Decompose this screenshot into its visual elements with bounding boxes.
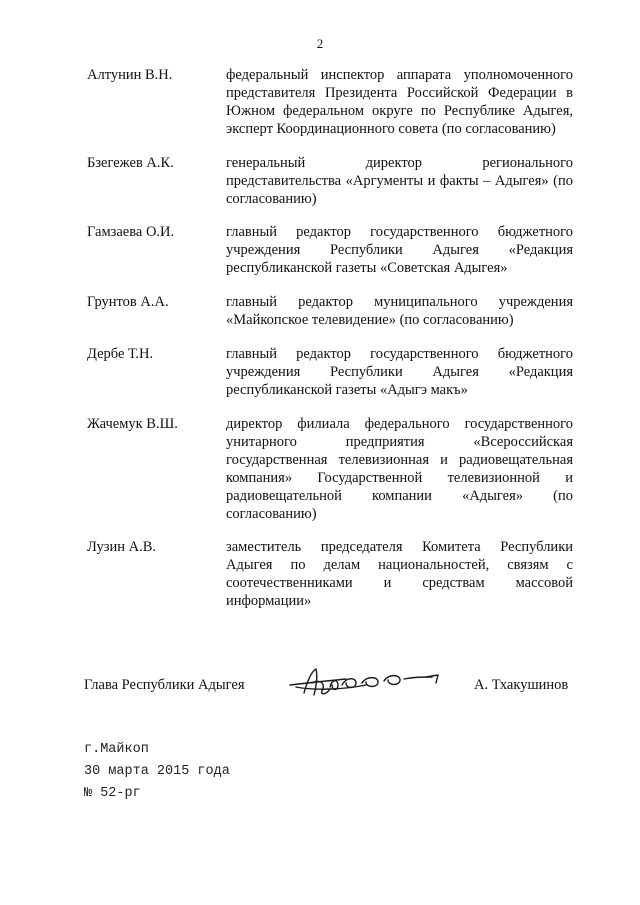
member-position: главный редактор государственного бюджетного учреждения Республики Адыгея «Редакция республиканской газеты «Адыгэ макъ» xyxy=(226,346,573,398)
issue-details xyxy=(84,739,230,805)
member-position: заместитель председателя Комитета Республики Адыгея по делам национальностей, связям с соотечественниками и средствам массовой информации» xyxy=(226,539,573,609)
handwritten-signature xyxy=(286,665,446,699)
member-name: Бзегежев А.К. xyxy=(87,155,174,171)
member-name: Дербе Т.Н. xyxy=(87,346,154,362)
member-name: Алтунин В.Н. xyxy=(87,67,173,83)
member-position: главный редактор государственного бюджетного учреждения Республики Адыгея «Редакция республиканской газеты «Советская Адыгея» xyxy=(226,224,573,276)
signer-name: А. Тхакушинов xyxy=(474,677,569,693)
issue-date: 30 марта 2015 года xyxy=(84,764,230,779)
member-position: федеральный инспектор аппарата уполномоченного представителя Президента Российской Федерации в Южном федеральном округе по Республике Адыгея, эксперт Координационного совета (по согласованию) xyxy=(226,67,573,137)
member-name: Грунтов А.А. xyxy=(87,294,169,310)
page-number: 2 xyxy=(316,36,324,51)
signer-title: Глава Республики Адыгея xyxy=(84,677,245,693)
issue-number: № 52-рг xyxy=(84,786,141,801)
issue-city: г.Майкоп xyxy=(84,742,149,757)
member-position: генеральный директор регионального представительства «Аргументы и факты – Адыгея» (по согласованию) xyxy=(226,155,573,207)
signature-block xyxy=(0,665,640,705)
member-name: Гамзаева О.И. xyxy=(87,224,175,240)
member-name: Лузин А.В. xyxy=(87,539,156,555)
member-name: Жачемук В.Ш. xyxy=(87,416,178,432)
member-position: директор филиала федерального государственного унитарного предприятия «Всероссийская государственная телевизионная и радиовещательная компания» Государственной телевизионной и радиовещательной компании «Адыгея» (по согласованию) xyxy=(226,416,573,522)
member-position: главный редактор муниципального учреждения «Майкопское телевидение» (по согласованию) xyxy=(226,294,573,328)
